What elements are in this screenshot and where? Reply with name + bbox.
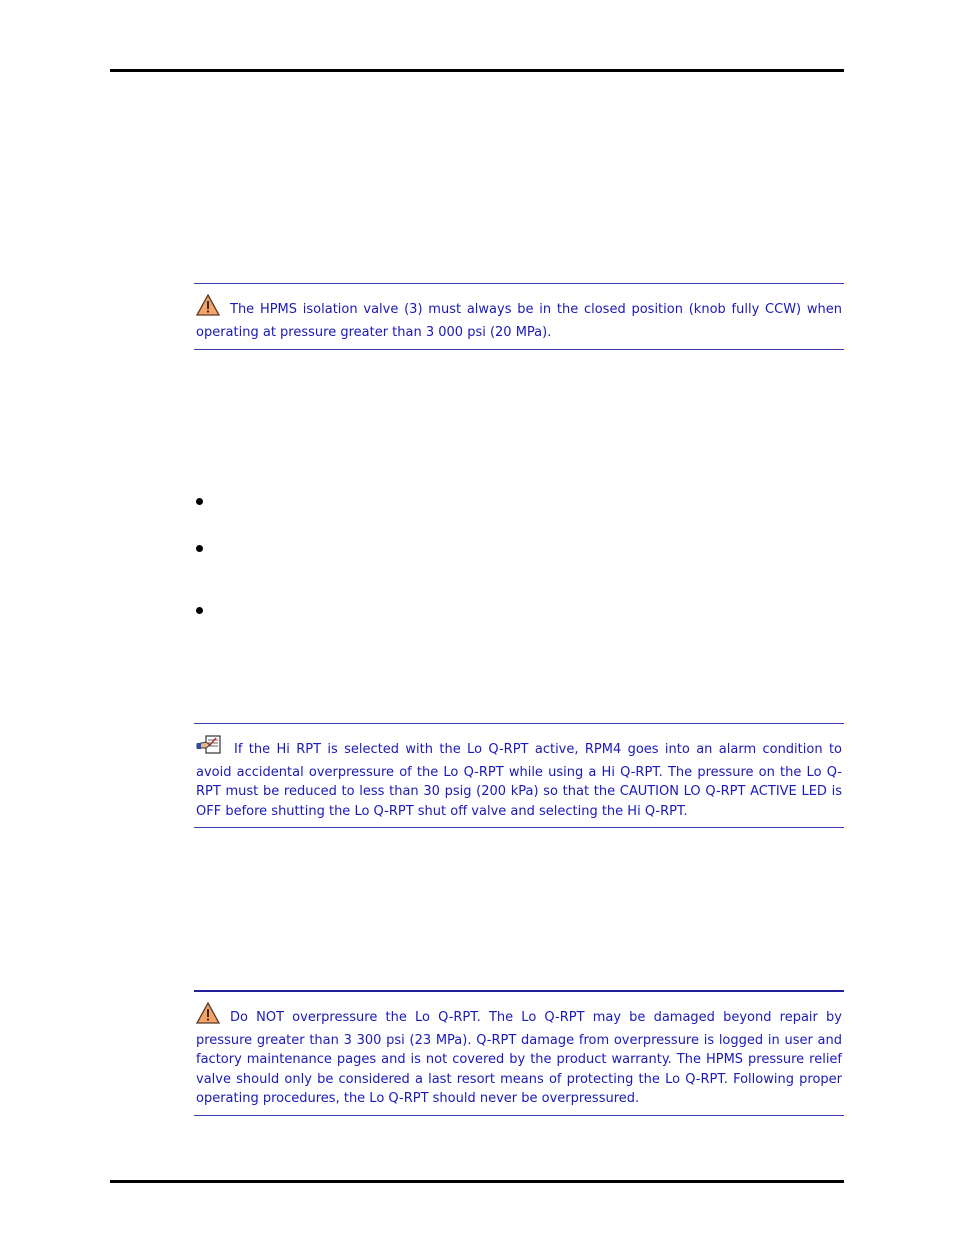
bullet-marker: [196, 545, 203, 552]
caution-triangle-icon: [196, 294, 220, 323]
caution-note-text: Do NOT overpressure the Lo Q-RPT. The Lo Q-RPT may be damaged beyond repair by pressure greater than 3 300 psi (23 MPa). Q-RPT damage from overpressure is logged in user and factory maintenance pages and is not covered by the product warranty. The HPMS pressure relief valve should only be considered a last resort means of protecting the Lo Q-RPT. Following proper operating procedures, the Lo Q-RPT should never be overpressured.: [196, 1010, 842, 1106]
caution-note-isolation-valve: [194, 283, 844, 350]
footer-rule: [110, 1180, 844, 1183]
caution-note-text: The HPMS isolation valve (3) must always be in the closed position (knob fully CCW) when operating at pressure greater than 3 000 psi (20 MPa).: [196, 302, 842, 340]
note-text: If the Hi RPT is selected with the Lo Q-RPT active, RPM4 goes into an alarm condition to avoid accidental overpressure of the Lo Q-RPT while using a Hi Q-RPT. The pressure on the Lo Q-RPT must be reduced to less than 30 psig (200 kPa) so that the CAUTION LO Q-RPT ACTIVE LED is OFF before shutting the Lo Q-RPT shut off valve and selecting the Hi Q-RPT.: [196, 742, 842, 819]
note-hand-icon: [196, 734, 224, 763]
bullet-marker: [196, 498, 203, 505]
header-rule: [110, 69, 844, 72]
note-hi-rpt-alarm: [194, 723, 844, 828]
caution-triangle-icon: [196, 1002, 220, 1031]
bullet-marker: [196, 607, 203, 614]
caution-note-overpressure: [194, 990, 844, 1116]
